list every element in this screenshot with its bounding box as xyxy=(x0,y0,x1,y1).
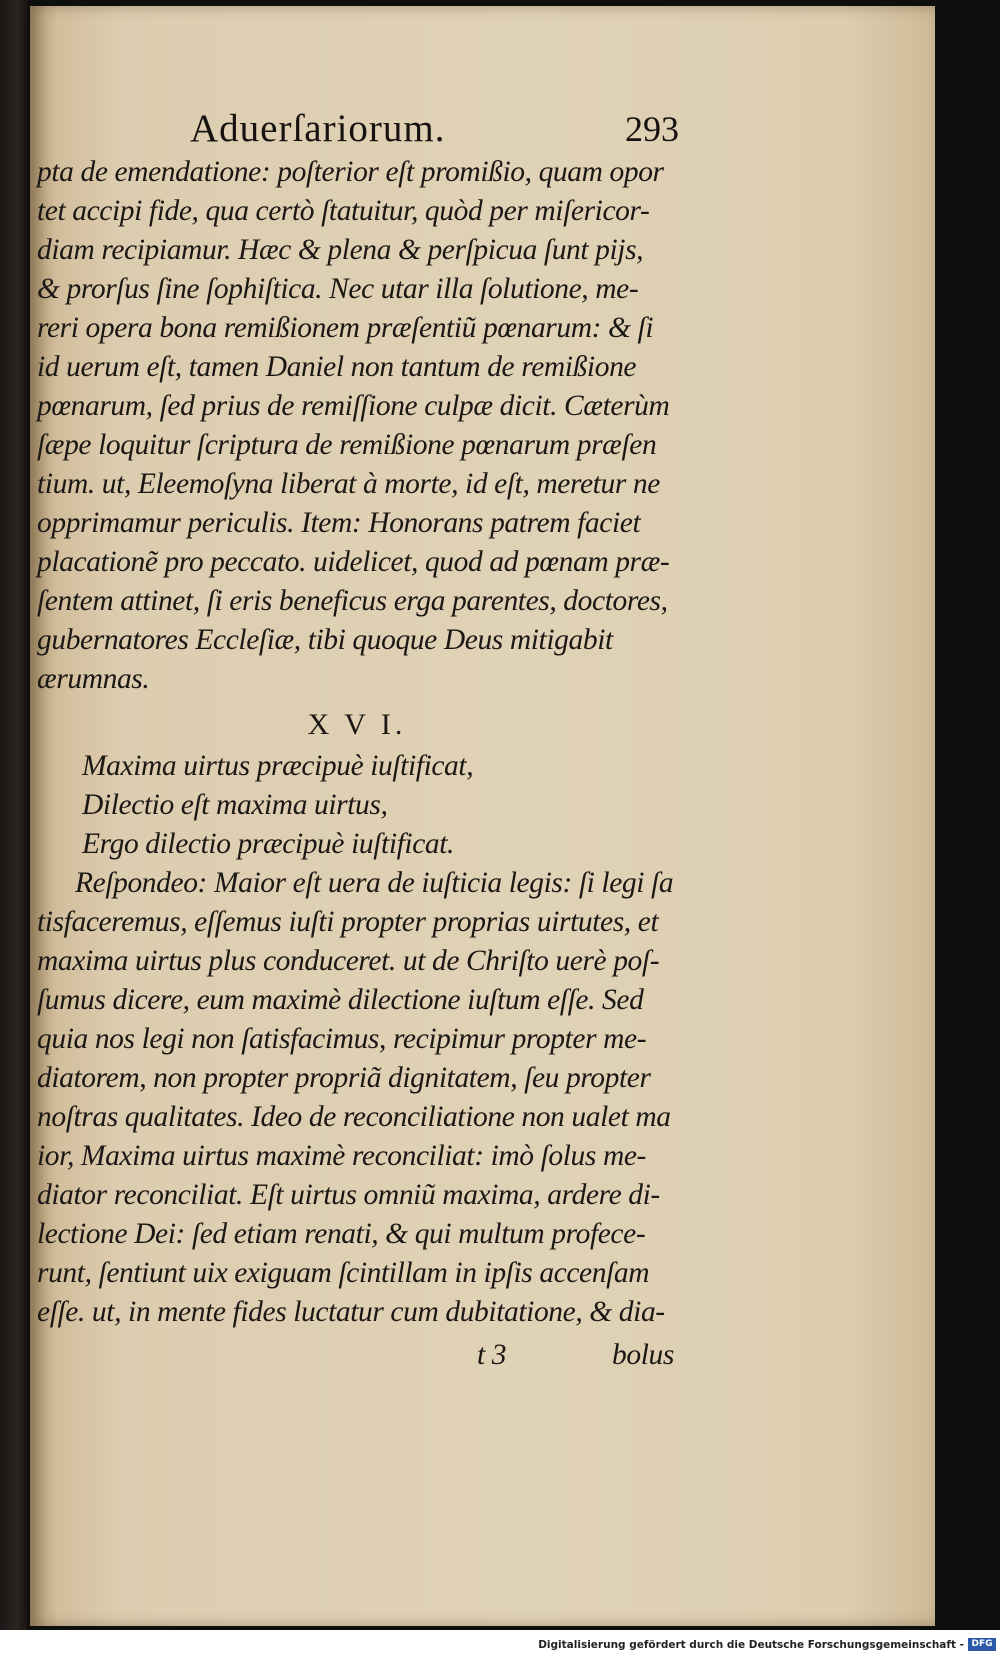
response-line: ior, Maxima uirtus maximè reconciliat: imò ſolus me- xyxy=(37,1140,646,1172)
text-line: tium. ut, Eleemoſyna liberat à morte, id eſt, meretur ne xyxy=(37,468,660,500)
text-line: ſentem attinet, ſi eris beneficus erga parentes, doctores, xyxy=(37,585,668,617)
footer-credit: Digitalisierung gefördert durch die Deutsche Forschungsgemeinschaft - xyxy=(538,1639,964,1651)
response-line: eſſe. ut, in mente fides luctatur cum dubitatione, & dia- xyxy=(37,1296,665,1328)
response-line: noſtras qualitates. Ideo de reconciliatione non ualet ma xyxy=(37,1101,671,1133)
text-line: gubernatores Eccleſiæ, tibi quoque Deus mitigabit xyxy=(37,624,613,656)
response-line: lectione Dei: ſed etiam renati, & qui multum profece- xyxy=(37,1218,646,1250)
text-line: ſæpe loquitur ſcriptura de remißione pœnarum præſen xyxy=(37,429,657,461)
response-line: tisfaceremus, eſſemus iuſti propter proprias uirtutes, et xyxy=(37,906,659,938)
text-line: diam recipiamur. Hæc & plena & perſpicua ſunt pijs, xyxy=(37,234,644,266)
syllogism-line: Dilectio eſt maxima uirtus, xyxy=(82,789,388,821)
text-line: pœnarum, ſed prius de remiſſione culpæ dicit. Cæterùm xyxy=(37,390,670,422)
catchline xyxy=(37,1336,677,1375)
response-line: diator reconciliat. Eſt uirtus omniũ maxima, ardere di- xyxy=(37,1179,660,1211)
section-heading: X V I. xyxy=(307,708,407,741)
book-binding xyxy=(0,0,28,1630)
text-line: placationẽ pro peccato. uidelicet, quod ad pœnam præ- xyxy=(37,546,670,578)
text-line: reri opera bona remißionem præſentiũ pœnarum: & ſi xyxy=(37,312,654,344)
page-number: 293 xyxy=(625,109,679,149)
text-line: opprimamur periculis. Item: Honorans patrem faciet xyxy=(37,507,641,539)
text-line: & prorſus ſine ſophiſtica. Nec utar illa ſolutione, me- xyxy=(37,273,639,305)
response-line: maxima uirtus plus conduceret. ut de Chriſto uerè poſ- xyxy=(37,945,660,977)
response-line: ſumus dicere, eum maximè dilectione iuſtum eſſe. Sed xyxy=(37,984,644,1016)
book-page xyxy=(30,6,935,1626)
text-line: ærumnas. xyxy=(37,663,150,695)
syllogism-line: Maxima uirtus præcipuè iuſtificat, xyxy=(82,750,474,782)
footer-bar xyxy=(0,1630,1000,1660)
page-header xyxy=(30,106,935,156)
response-line: runt, ſentiunt uix exiguam ſcintillam in ipſis accenſam xyxy=(37,1257,650,1289)
body-text xyxy=(37,153,677,1375)
text-line: tet accipi fide, qua certò ſtatuitur, quòd per miſericor- xyxy=(37,195,650,227)
catchword: bolus xyxy=(612,1339,674,1371)
response-line: diatorem, non propter propriã dignitatem, ſeu propter xyxy=(37,1062,651,1094)
text-line: pta de emendatione: poſterior eſt promißio, quam opor xyxy=(37,156,664,188)
dfg-logo: DFG xyxy=(968,1638,996,1651)
running-head: Aduerſariorum. xyxy=(190,107,446,150)
text-line: id uerum eſt, tamen Daniel non tantum de remißione xyxy=(37,351,637,383)
response-line: quia nos legi non ſatisfacimus, recipimur propter me- xyxy=(37,1023,647,1055)
syllogism-line: Ergo dilectio præcipuè iuſtificat. xyxy=(82,828,455,860)
response-line: Reſpondeo: Maior eſt uera de iuſticia legis: ſi legi ſa xyxy=(75,867,674,899)
signature-mark: t 3 xyxy=(477,1339,507,1371)
